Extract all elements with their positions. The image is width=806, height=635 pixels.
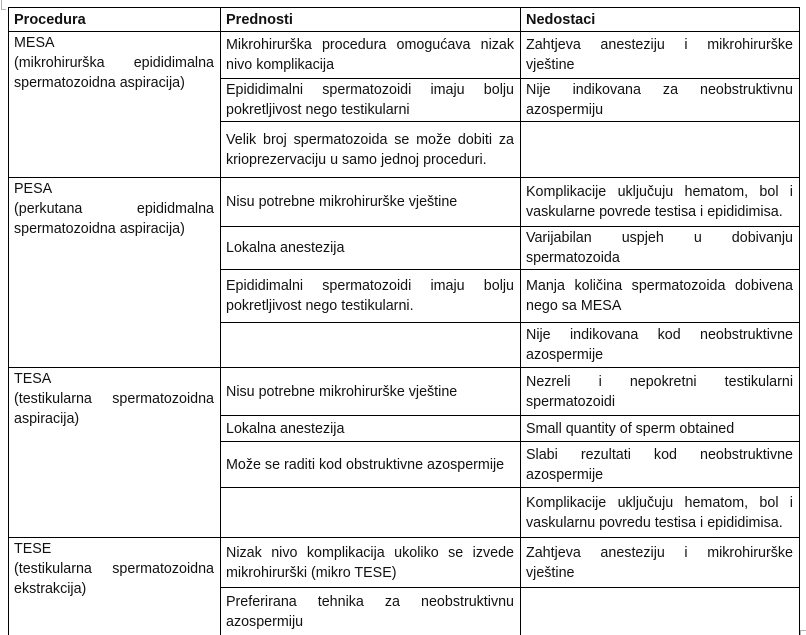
advantage-cell: Epididimalni spermatozoidi imaju bolju pokretljivost nego testikularni: [221, 79, 521, 122]
table-header-row: [9, 8, 800, 32]
table-move-handle-icon[interactable]: [1, 0, 6, 10]
advantage-cell: Epididimalni spermatozoidi imaju bolju pokretljivost nego testikularni.: [221, 270, 521, 323]
advantage-cell: Preferirana tehnika za neobstruktivnu azospermiju: [221, 588, 521, 635]
disadvantage-cell: Small quantity of sperm obtained: [521, 416, 800, 442]
procedure-cell-mesa: [9, 32, 221, 178]
disadvantage-cell: Komplikacije uključuju hematom, bol i vaskularnu povredu testisa i epididimisa.: [521, 488, 800, 538]
empty-cell: [521, 588, 800, 635]
advantage-cell: Lokalna anestezija: [221, 416, 521, 442]
disadvantage-cell: Zahtjeva anesteziju i mikrohirurške vještine: [521, 538, 800, 588]
procedure-description: (mikrohirurška epididimalna spermatozoidna aspiracija): [14, 55, 214, 91]
procedure-cell-tesa: [9, 368, 221, 538]
disadvantage-cell: Zahtjeva anesteziju i mikrohirurške vještine: [521, 32, 800, 79]
disadvantage-cell: Nije indikovana za neobstruktivnu azospermiju: [521, 79, 800, 122]
procedure-name: TESA: [14, 371, 52, 387]
disadvantage-cell: Nezreli i nepokretni testikularni spermatozoidi: [521, 368, 800, 416]
disadvantage-cell: Komplikacije uključuju hematom, bol i vaskularne povrede testisa i epididimisa.: [521, 178, 800, 227]
advantage-cell: Lokalna anestezija: [221, 227, 521, 270]
table-row: [9, 32, 800, 79]
table-resize-handle-icon[interactable]: [800, 630, 806, 635]
empty-cell: [221, 488, 521, 538]
procedure-description: (testikularna spermatozoidna ekstrakcija): [14, 561, 214, 597]
advantage-cell: Nisu potrebne mikrohirurške vještine: [221, 368, 521, 416]
disadvantage-cell: Slabi rezultati kod neobstruktivne azospermije: [521, 442, 800, 488]
procedure-description: (perkutana epididmalna spermatozoidna aspiracija): [14, 201, 214, 237]
advantage-cell: Može se raditi kod obstruktivne azospermije: [221, 442, 521, 488]
column-header-nedostaci: Nedostaci: [521, 8, 800, 32]
procedure-name: PESA: [14, 181, 53, 197]
empty-cell: [521, 122, 800, 178]
procedure-description: (testikularna spermatozoidna aspiracija): [14, 391, 214, 427]
advantage-cell: Nisu potrebne mikrohirurške vještine: [221, 178, 521, 227]
procedures-table: [8, 7, 800, 635]
table-row: [9, 178, 800, 227]
disadvantage-cell: Varijabilan uspjeh u dobivanju spermatozoida: [521, 227, 800, 270]
procedure-name: MESA: [14, 35, 55, 51]
table-row: [9, 538, 800, 588]
advantage-cell: Nizak nivo komplikacija ukoliko se izvede mikrohirurški (mikro TESE): [221, 538, 521, 588]
disadvantage-cell: Manja količina spermatozoida dobivena nego sa MESA: [521, 270, 800, 323]
disadvantage-cell: Nije indikovana kod neobstruktivne azospermije: [521, 323, 800, 368]
procedure-cell-tese: [9, 538, 221, 635]
procedure-cell-pesa: [9, 178, 221, 368]
advantage-cell: Mikrohirurška procedura omogućava nizak nivo komplikacija: [221, 32, 521, 79]
column-header-procedura: Procedura: [9, 8, 221, 32]
advantage-cell: Velik broj spermatozoida se može dobiti za krioprezervaciju u samo jednoj proceduri.: [221, 122, 521, 178]
table-row: [9, 368, 800, 416]
column-header-prednosti: Prednosti: [221, 8, 521, 32]
procedure-name: TESE: [14, 541, 52, 557]
empty-cell: [221, 323, 521, 368]
